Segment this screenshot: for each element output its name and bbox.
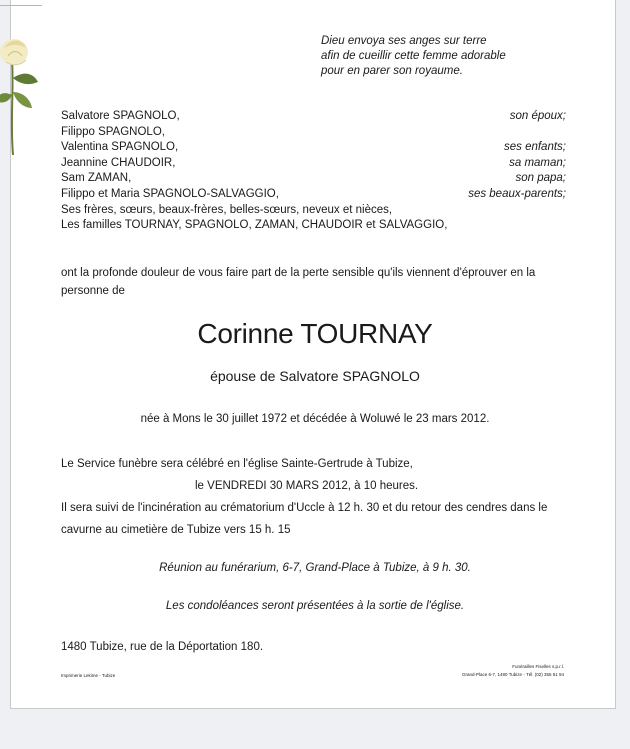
family-relation: ses enfants; [503, 141, 566, 154]
family-row [61, 188, 566, 204]
poem [321, 34, 506, 79]
rose-icon [0, 20, 42, 155]
family-relation: ses beaux-parents; [468, 187, 566, 200]
family-relation: son époux; [509, 110, 566, 122]
deceased-name: Corinne TOURNAY [197, 318, 433, 349]
family-member: Ses frères, sœurs, beaux-frères, belles-sœurs, neveux et nièces, [61, 203, 393, 216]
family-member: Filippo et Maria SPAGNOLO-SALVAGGIO, [61, 187, 279, 200]
funeral-home-credit [462, 663, 564, 679]
family-row [61, 141, 566, 157]
poem-line: pour en parer son royaume. [321, 65, 463, 77]
family-row [61, 204, 566, 220]
funeral-home-address: Grand-Place 6-7, 1480 Tubize - Tél. (02) 355 51 94 [462, 672, 564, 677]
family-row [61, 126, 566, 142]
family-member: Valentina SPAGNOLO, [61, 141, 179, 154]
family-row [61, 157, 566, 173]
family-row [61, 172, 566, 188]
family-member: Les familles TOURNAY, SPAGNOLO, ZAMAN, CHAUDOIR et SALVAGGIO, [61, 219, 448, 232]
family-row [61, 219, 566, 235]
family-member: Filippo SPAGNOLO, [61, 125, 165, 138]
family-relation: sa maman; [509, 156, 566, 169]
funeral-home-name: Funérailles Fiselles s.p.r.l. [512, 664, 564, 669]
family-relation: son papa; [515, 172, 566, 185]
address: 1480 Tubize, rue de la Déportation 180. [61, 641, 264, 653]
family-member: Jeannine CHAUDOIR, [61, 156, 176, 169]
printer-credit: Imprimerie Lekime - Tubize [61, 673, 116, 678]
family-member: Salvatore SPAGNOLO, [61, 110, 180, 122]
poem-line: Dieu envoya ses anges sur terre [321, 35, 487, 47]
poem-line: afin de cueillir cette femme adorable [321, 50, 506, 62]
family-list [61, 110, 566, 235]
announcement-text: ont la profonde douleur de vous faire part de la perte sensible qu'ils viennent d'éprouver en la personne de [61, 267, 536, 297]
birth-death-line: née à Mons le 30 juillet 1972 et décédée à Woluwé le 23 mars 2012. [140, 413, 490, 425]
reunion-line: Réunion au funérarium, 6-7, Grand-Place à Tubize, à 9 h. 30. [159, 562, 471, 574]
service-details [61, 453, 566, 541]
service-line: Le Service funèbre sera célébré en l'église Sainte-Gertrude à Tubize, [61, 458, 413, 470]
spouse-line: épouse de Salvatore SPAGNOLO [210, 368, 420, 384]
service-date-line: le VENDREDI 30 MARS 2012, à 10 heures. [195, 480, 419, 492]
corner-line [0, 5, 42, 6]
service-cremation-line: Il sera suivi de l'incinération au crématorium d'Uccle à 12 h. 30 et du retour des cendres dans le cavurne au cimetière de Tubize vers 15 h. 15 [61, 502, 548, 536]
condolences-line: Les condoléances seront présentées à la sortie de l'église. [165, 600, 465, 612]
family-row [61, 110, 566, 126]
family-member: Sam ZAMAN, [61, 172, 132, 185]
